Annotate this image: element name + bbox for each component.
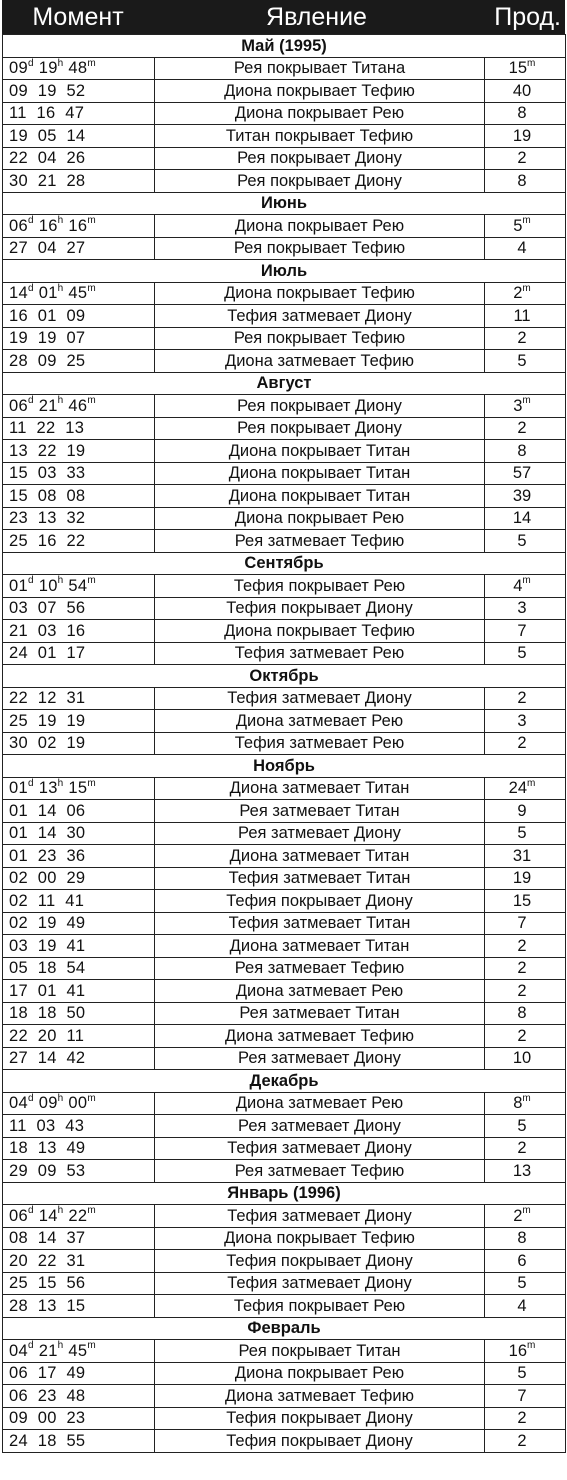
table-row (3, 890, 566, 913)
event-time: 16 01 09 (3, 305, 155, 328)
event-duration: 5 (485, 642, 566, 665)
table-row (3, 1025, 566, 1048)
event-time: 23 13 32 (3, 507, 155, 530)
event-description: Диона покрывает Рею (155, 1362, 485, 1385)
table-row (3, 620, 566, 643)
event-duration: 15 (485, 890, 566, 913)
table-row (3, 462, 566, 485)
event-description: Рея покрывает Диону (155, 395, 485, 418)
table-row (3, 1047, 566, 1070)
event-time: 04$^d$ 09$^h$ 00$^m$ (3, 1092, 155, 1115)
event-time: 11 03 43 (3, 1115, 155, 1138)
event-time: 04$^d$ 21$^h$ 45$^m$ (3, 1340, 155, 1363)
month-label: Август (3, 372, 566, 395)
month-label: Ноябрь (3, 755, 566, 778)
event-duration: 2 (485, 147, 566, 170)
time-unit: d (27, 777, 34, 789)
event-description: Тефия покрывает Рею (155, 1295, 485, 1318)
event-time: 06$^d$ 21$^h$ 46$^m$ (3, 395, 155, 418)
time-unit: h (57, 57, 64, 69)
table-row (3, 912, 566, 935)
time-unit: m (87, 1340, 97, 1352)
event-time: 11 16 47 (3, 102, 155, 125)
event-duration: 2 (485, 327, 566, 350)
event-time: 06$^d$ 14$^h$ 22$^m$ (3, 1205, 155, 1228)
month-label: Сентябрь (3, 552, 566, 575)
table-row (3, 1407, 566, 1430)
event-duration: 2 (485, 935, 566, 958)
month-row (3, 1070, 566, 1093)
event-description: Тефия затмевает Диону (155, 1205, 485, 1228)
table-row (3, 327, 566, 350)
duration-unit: m (522, 575, 531, 587)
event-duration: 39 (485, 485, 566, 508)
table-row (3, 57, 566, 80)
event-description: Диона затмевает Титан (155, 777, 485, 800)
event-duration: 7 (485, 1385, 566, 1408)
time-unit: h (57, 1092, 64, 1104)
event-time: 08 14 37 (3, 1227, 155, 1250)
header-moment: Момент (32, 3, 124, 31)
event-description: Рея покрывает Титан (155, 1340, 485, 1363)
event-duration: 5 (485, 1362, 566, 1385)
event-description: Тефия затмевает Рею (155, 732, 485, 755)
time-unit: h (57, 1340, 64, 1352)
table-row (3, 980, 566, 1003)
event-description: Диона затмевает Рею (155, 980, 485, 1003)
header-duration: Прод. (494, 3, 561, 31)
event-description: Тефия покрывает Диону (155, 597, 485, 620)
event-duration: 2 (485, 1407, 566, 1430)
table-row (3, 957, 566, 980)
table-row (3, 1430, 566, 1453)
event-time: 06 23 48 (3, 1385, 155, 1408)
event-time: 25 15 56 (3, 1272, 155, 1295)
event-time: 21 03 16 (3, 620, 155, 643)
table-row (3, 1250, 566, 1273)
duration-unit: m (522, 1205, 531, 1217)
table-row (3, 1115, 566, 1138)
event-description: Тефия затмевает Рею (155, 642, 485, 665)
event-duration: 8 (485, 1227, 566, 1250)
event-time: 01 23 36 (3, 845, 155, 868)
event-duration: 10 (485, 1047, 566, 1070)
event-description: Диона затмевает Рею (155, 710, 485, 733)
event-duration: 19 (485, 867, 566, 890)
event-time: 27 14 42 (3, 1047, 155, 1070)
time-unit: h (57, 1205, 64, 1217)
table-row (3, 1160, 566, 1183)
event-description: Диона покрывает Рею (155, 507, 485, 530)
month-label: Июль (3, 260, 566, 283)
event-time: 06 17 49 (3, 1362, 155, 1385)
table-row (3, 687, 566, 710)
time-unit: m (87, 777, 97, 789)
event-time: 09 00 23 (3, 1407, 155, 1430)
event-description: Рея покрывает Диону (155, 147, 485, 170)
event-time: 11 22 13 (3, 417, 155, 440)
events-table (2, 34, 566, 1453)
event-duration: 3 (485, 710, 566, 733)
time-unit: m (87, 282, 97, 294)
event-description: Тефия затмевает Титан (155, 867, 485, 890)
time-unit: d (27, 395, 34, 407)
event-duration: 2$^m$ (485, 1205, 566, 1228)
duration-unit: m (522, 1092, 531, 1104)
time-unit: d (27, 57, 34, 69)
month-label: Июнь (3, 192, 566, 215)
event-description: Тефия затмевает Титан (155, 912, 485, 935)
table-header (2, 0, 565, 34)
event-time: 02 11 41 (3, 890, 155, 913)
event-time: 13 22 19 (3, 440, 155, 463)
event-duration: 4 (485, 1295, 566, 1318)
event-description: Рея затмевает Диону (155, 1047, 485, 1070)
event-description: Диона затмевает Титан (155, 845, 485, 868)
month-label: Январь (1996) (3, 1182, 566, 1205)
event-description: Рея затмевает Диону (155, 822, 485, 845)
event-time: 01$^d$ 10$^h$ 54$^m$ (3, 575, 155, 598)
month-row (3, 1182, 566, 1205)
event-description: Тефия затмевает Диону (155, 1137, 485, 1160)
event-time: 01 14 06 (3, 800, 155, 823)
event-time: 30 21 28 (3, 170, 155, 193)
event-duration: 31 (485, 845, 566, 868)
event-description: Диона покрывает Тефию (155, 620, 485, 643)
event-duration: 2 (485, 417, 566, 440)
table-row (3, 1295, 566, 1318)
event-duration: 2 (485, 957, 566, 980)
month-row (3, 372, 566, 395)
table-row (3, 80, 566, 103)
event-time: 27 04 27 (3, 237, 155, 260)
table-row (3, 282, 566, 305)
event-description: Диона покрывает Титан (155, 485, 485, 508)
time-unit: m (87, 395, 97, 407)
event-time: 28 09 25 (3, 350, 155, 373)
event-description: Тефия покрывает Диону (155, 1407, 485, 1430)
event-duration: 13 (485, 1160, 566, 1183)
month-row (3, 1317, 566, 1340)
event-duration: 24$^m$ (485, 777, 566, 800)
table-row (3, 1137, 566, 1160)
event-time: 25 16 22 (3, 530, 155, 553)
table-row (3, 530, 566, 553)
table-row (3, 417, 566, 440)
event-description: Диона затмевает Титан (155, 935, 485, 958)
event-duration: 2 (485, 980, 566, 1003)
time-unit: d (27, 215, 34, 227)
event-time: 05 18 54 (3, 957, 155, 980)
event-time: 15 03 33 (3, 462, 155, 485)
duration-unit: m (522, 282, 531, 294)
header-event: Явление (266, 3, 367, 31)
table-row (3, 350, 566, 373)
events-table-body (3, 35, 566, 1453)
event-time: 30 02 19 (3, 732, 155, 755)
time-unit: d (27, 1205, 34, 1217)
table-row (3, 215, 566, 238)
table-row (3, 395, 566, 418)
duration-unit: m (527, 57, 536, 69)
event-time: 24 18 55 (3, 1430, 155, 1453)
event-description: Тефия затмевает Диону (155, 1272, 485, 1295)
event-duration: 6 (485, 1250, 566, 1273)
event-duration: 2 (485, 732, 566, 755)
event-description: Рея покрывает Тефию (155, 237, 485, 260)
event-time: 17 01 41 (3, 980, 155, 1003)
time-unit: d (27, 575, 34, 587)
event-duration: 8$^m$ (485, 1092, 566, 1115)
event-duration: 8 (485, 102, 566, 125)
event-description: Тефия покрывает Рею (155, 575, 485, 598)
event-description: Диона затмевает Тефию (155, 350, 485, 373)
month-label: Май (1995) (3, 35, 566, 58)
event-time: 03 19 41 (3, 935, 155, 958)
event-duration: 11 (485, 305, 566, 328)
event-description: Диона затмевает Тефию (155, 1385, 485, 1408)
event-duration: 16$^m$ (485, 1340, 566, 1363)
event-time: 22 12 31 (3, 687, 155, 710)
event-duration: 5 (485, 822, 566, 845)
event-time: 19 19 07 (3, 327, 155, 350)
time-unit: h (57, 215, 64, 227)
month-row (3, 552, 566, 575)
time-unit: h (57, 777, 64, 789)
table-row (3, 125, 566, 148)
event-description: Диона покрывает Титан (155, 462, 485, 485)
event-duration: 2 (485, 1430, 566, 1453)
event-time: 06$^d$ 16$^h$ 16$^m$ (3, 215, 155, 238)
time-unit: h (57, 395, 64, 407)
event-time: 22 04 26 (3, 147, 155, 170)
event-duration: 7 (485, 912, 566, 935)
page (2, 0, 565, 1453)
table-row (3, 305, 566, 328)
event-description: Тефия покрывает Диону (155, 890, 485, 913)
event-time: 18 18 50 (3, 1002, 155, 1025)
table-row (3, 1385, 566, 1408)
table-row (3, 147, 566, 170)
event-time: 24 01 17 (3, 642, 155, 665)
time-unit: d (27, 282, 34, 294)
table-row (3, 710, 566, 733)
event-duration: 8 (485, 1002, 566, 1025)
event-duration: 8 (485, 440, 566, 463)
event-description: Диона покрывает Титан (155, 440, 485, 463)
event-description: Тефия покрывает Диону (155, 1430, 485, 1453)
table-row (3, 777, 566, 800)
time-unit: d (27, 1092, 34, 1104)
table-row (3, 642, 566, 665)
month-row (3, 755, 566, 778)
table-row (3, 822, 566, 845)
event-duration: 4$^m$ (485, 575, 566, 598)
event-duration: 7 (485, 620, 566, 643)
event-time: 03 07 56 (3, 597, 155, 620)
event-description: Диона покрывает Тефию (155, 282, 485, 305)
time-unit: m (87, 57, 97, 69)
table-row (3, 102, 566, 125)
time-unit: h (57, 575, 64, 587)
event-duration: 9 (485, 800, 566, 823)
table-row (3, 800, 566, 823)
table-row (3, 1362, 566, 1385)
month-label: Февраль (3, 1317, 566, 1340)
table-row (3, 1340, 566, 1363)
duration-unit: m (522, 395, 531, 407)
event-description: Тефия затмевает Диону (155, 305, 485, 328)
table-row (3, 485, 566, 508)
table-row (3, 440, 566, 463)
duration-unit: m (522, 215, 531, 227)
event-description: Титан покрывает Тефию (155, 125, 485, 148)
time-unit: m (87, 1205, 97, 1217)
event-description: Рея покрывает Диону (155, 417, 485, 440)
table-row (3, 1092, 566, 1115)
duration-unit: m (527, 1340, 536, 1352)
month-row (3, 192, 566, 215)
table-row (3, 1272, 566, 1295)
event-duration: 8 (485, 170, 566, 193)
event-time: 29 09 53 (3, 1160, 155, 1183)
table-row (3, 1205, 566, 1228)
month-label: Декабрь (3, 1070, 566, 1093)
table-row (3, 1227, 566, 1250)
event-time: 28 13 15 (3, 1295, 155, 1318)
event-description: Рея затмевает Тефию (155, 530, 485, 553)
time-unit: m (87, 1092, 97, 1104)
table-row (3, 732, 566, 755)
table-row (3, 575, 566, 598)
event-description: Диона покрывает Тефию (155, 1227, 485, 1250)
table-row (3, 597, 566, 620)
event-description: Диона покрывает Тефию (155, 80, 485, 103)
table-row (3, 507, 566, 530)
event-description: Рея затмевает Тефию (155, 957, 485, 980)
event-description: Рея затмевает Титан (155, 800, 485, 823)
event-duration: 3 (485, 597, 566, 620)
table-row (3, 170, 566, 193)
event-duration: 5 (485, 1272, 566, 1295)
table-row (3, 1002, 566, 1025)
event-duration: 4 (485, 237, 566, 260)
event-time: 25 19 19 (3, 710, 155, 733)
time-unit: m (87, 575, 97, 587)
time-unit: m (87, 215, 97, 227)
event-duration: 19 (485, 125, 566, 148)
event-time: 14$^d$ 01$^h$ 45$^m$ (3, 282, 155, 305)
month-row (3, 665, 566, 688)
event-duration: 5 (485, 530, 566, 553)
event-time: 19 05 14 (3, 125, 155, 148)
time-unit: d (27, 1340, 34, 1352)
event-description: Диона покрывает Рею (155, 215, 485, 238)
table-row (3, 845, 566, 868)
event-description: Диона затмевает Рею (155, 1092, 485, 1115)
event-description: Рея затмевает Титан (155, 1002, 485, 1025)
event-duration: 57 (485, 462, 566, 485)
event-time: 09$^d$ 19$^h$ 48$^m$ (3, 57, 155, 80)
event-description: Диона покрывает Рею (155, 102, 485, 125)
event-duration: 14 (485, 507, 566, 530)
event-description: Рея покрывает Титана (155, 57, 485, 80)
table-row (3, 935, 566, 958)
event-duration: 3$^m$ (485, 395, 566, 418)
event-time: 20 22 31 (3, 1250, 155, 1273)
event-time: 18 13 49 (3, 1137, 155, 1160)
event-time: 01$^d$ 13$^h$ 15$^m$ (3, 777, 155, 800)
event-description: Диона затмевает Тефию (155, 1025, 485, 1048)
event-duration: 5 (485, 1115, 566, 1138)
event-description: Рея покрывает Тефию (155, 327, 485, 350)
event-description: Тефия затмевает Диону (155, 687, 485, 710)
event-duration: 40 (485, 80, 566, 103)
event-duration: 15$^m$ (485, 57, 566, 80)
event-time: 09 19 52 (3, 80, 155, 103)
event-duration: 2 (485, 1137, 566, 1160)
event-description: Тефия покрывает Диону (155, 1250, 485, 1273)
event-duration: 5$^m$ (485, 215, 566, 238)
month-label: Октябрь (3, 665, 566, 688)
table-row (3, 867, 566, 890)
event-time: 22 20 11 (3, 1025, 155, 1048)
time-unit: h (57, 282, 64, 294)
event-time: 01 14 30 (3, 822, 155, 845)
month-row (3, 35, 566, 58)
event-time: 02 00 29 (3, 867, 155, 890)
event-duration: 2$^m$ (485, 282, 566, 305)
event-duration: 2 (485, 687, 566, 710)
table-row (3, 237, 566, 260)
event-description: Рея затмевает Диону (155, 1115, 485, 1138)
event-description: Рея покрывает Диону (155, 170, 485, 193)
duration-unit: m (527, 777, 536, 789)
event-duration: 5 (485, 350, 566, 373)
event-time: 15 08 08 (3, 485, 155, 508)
event-duration: 2 (485, 1025, 566, 1048)
month-row (3, 260, 566, 283)
event-description: Рея затмевает Тефию (155, 1160, 485, 1183)
event-time: 02 19 49 (3, 912, 155, 935)
